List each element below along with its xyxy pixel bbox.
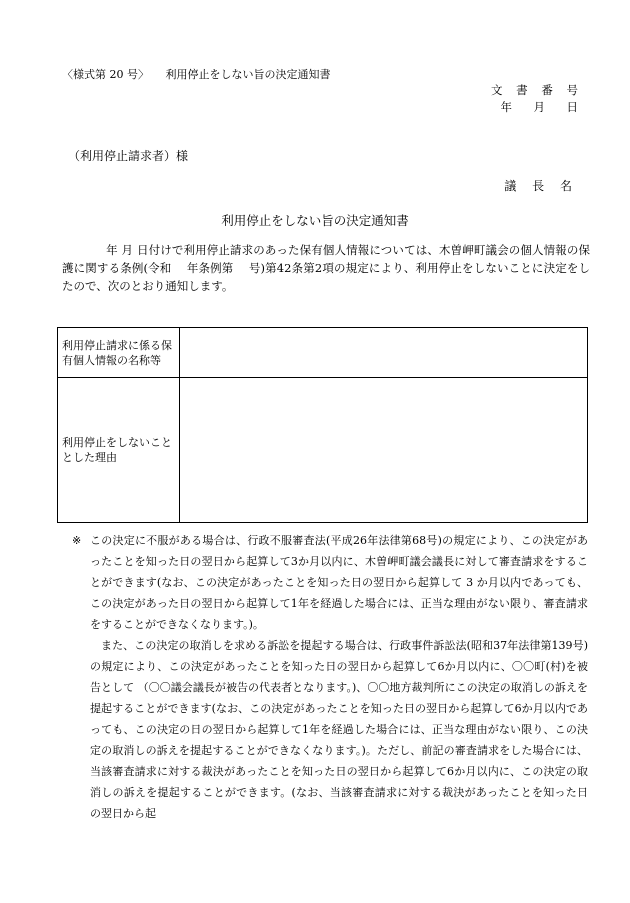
note-lawsuit: また、この決定の取消しを求める訴訟を提起する場合は、行政事件訴訟法(昭和37年法律第139号)の規定により、この決定があったことを知った日の翌日から起算して6か月以内に、〇〇町(村)を被告として （〇〇議会議長が被告の代表者となります。)、〇〇地方裁判所にこの決定の取消しの訴えを提起することができます(なお、この決定があったことを知った日の翌日から起算して6か月以内であっても、この決定の日の翌日から起算して1年を経過した場合には、正当な理由がない限り、この決定の取消しの訴えを提起することができなくなります。)。ただし、前記の審査請求をした場合には、当該審査請求に対する裁決があったことを知った日の翌日から起算して6か月以内に、この決定の取消しの訴えを提起することができます。(なお、当該審査請求に対する裁決があったことを知った日の翌日から起 (90, 639, 588, 820)
chair-name: 議 長 名 (504, 179, 578, 193)
body-text: 年 月 日付けで利用停止請求のあった保有個人情報については、木曽岬町議会の個人情報の保護に関する条例(令和 年条例第 号)第42条第2項の規定により、利用停止をしないことに決定をしたので、次のとおり通知します。 (62, 243, 590, 293)
info-name-value (180, 328, 588, 378)
table-row (58, 378, 588, 523)
document-header-right (491, 82, 583, 116)
info-name-label: 利用停止請求に係る保有個人情報の名称等 (58, 328, 180, 378)
reason-label: 利用停止をしないこととした理由 (58, 378, 180, 523)
note-appeal: この決定に不服がある場合は、行政不服審査法(平成26年法律第68号)の規定により、この決定があったことを知った日の翌日から起算して3か月以内に、木曽岬町議会議長に対して審査請求をすることができます(なお、この決定があったことを知った日の翌日から起算して 3 か月以内であっても、この決定があった日の翌日から起算して1年を経過した場合には、正当な理由がない限り、審査請求をすることができなくなります。)。 (90, 534, 588, 631)
reason-value (180, 378, 588, 523)
issue-date: 年 月 日 (500, 100, 583, 114)
document-title: 利用停止をしない旨の決定通知書 (221, 213, 409, 228)
table-row (58, 328, 588, 378)
body-paragraph (62, 241, 590, 295)
info-table (57, 327, 588, 523)
addressee: （利用停止請求者）様 (68, 149, 189, 163)
document-number: 文 書 番 号 (491, 83, 583, 97)
form-number: 〈様式第 20 号〉 利用停止をしない旨の決定通知書 (62, 68, 331, 81)
note-mark: ※ (72, 534, 82, 547)
notes-section (72, 530, 588, 824)
